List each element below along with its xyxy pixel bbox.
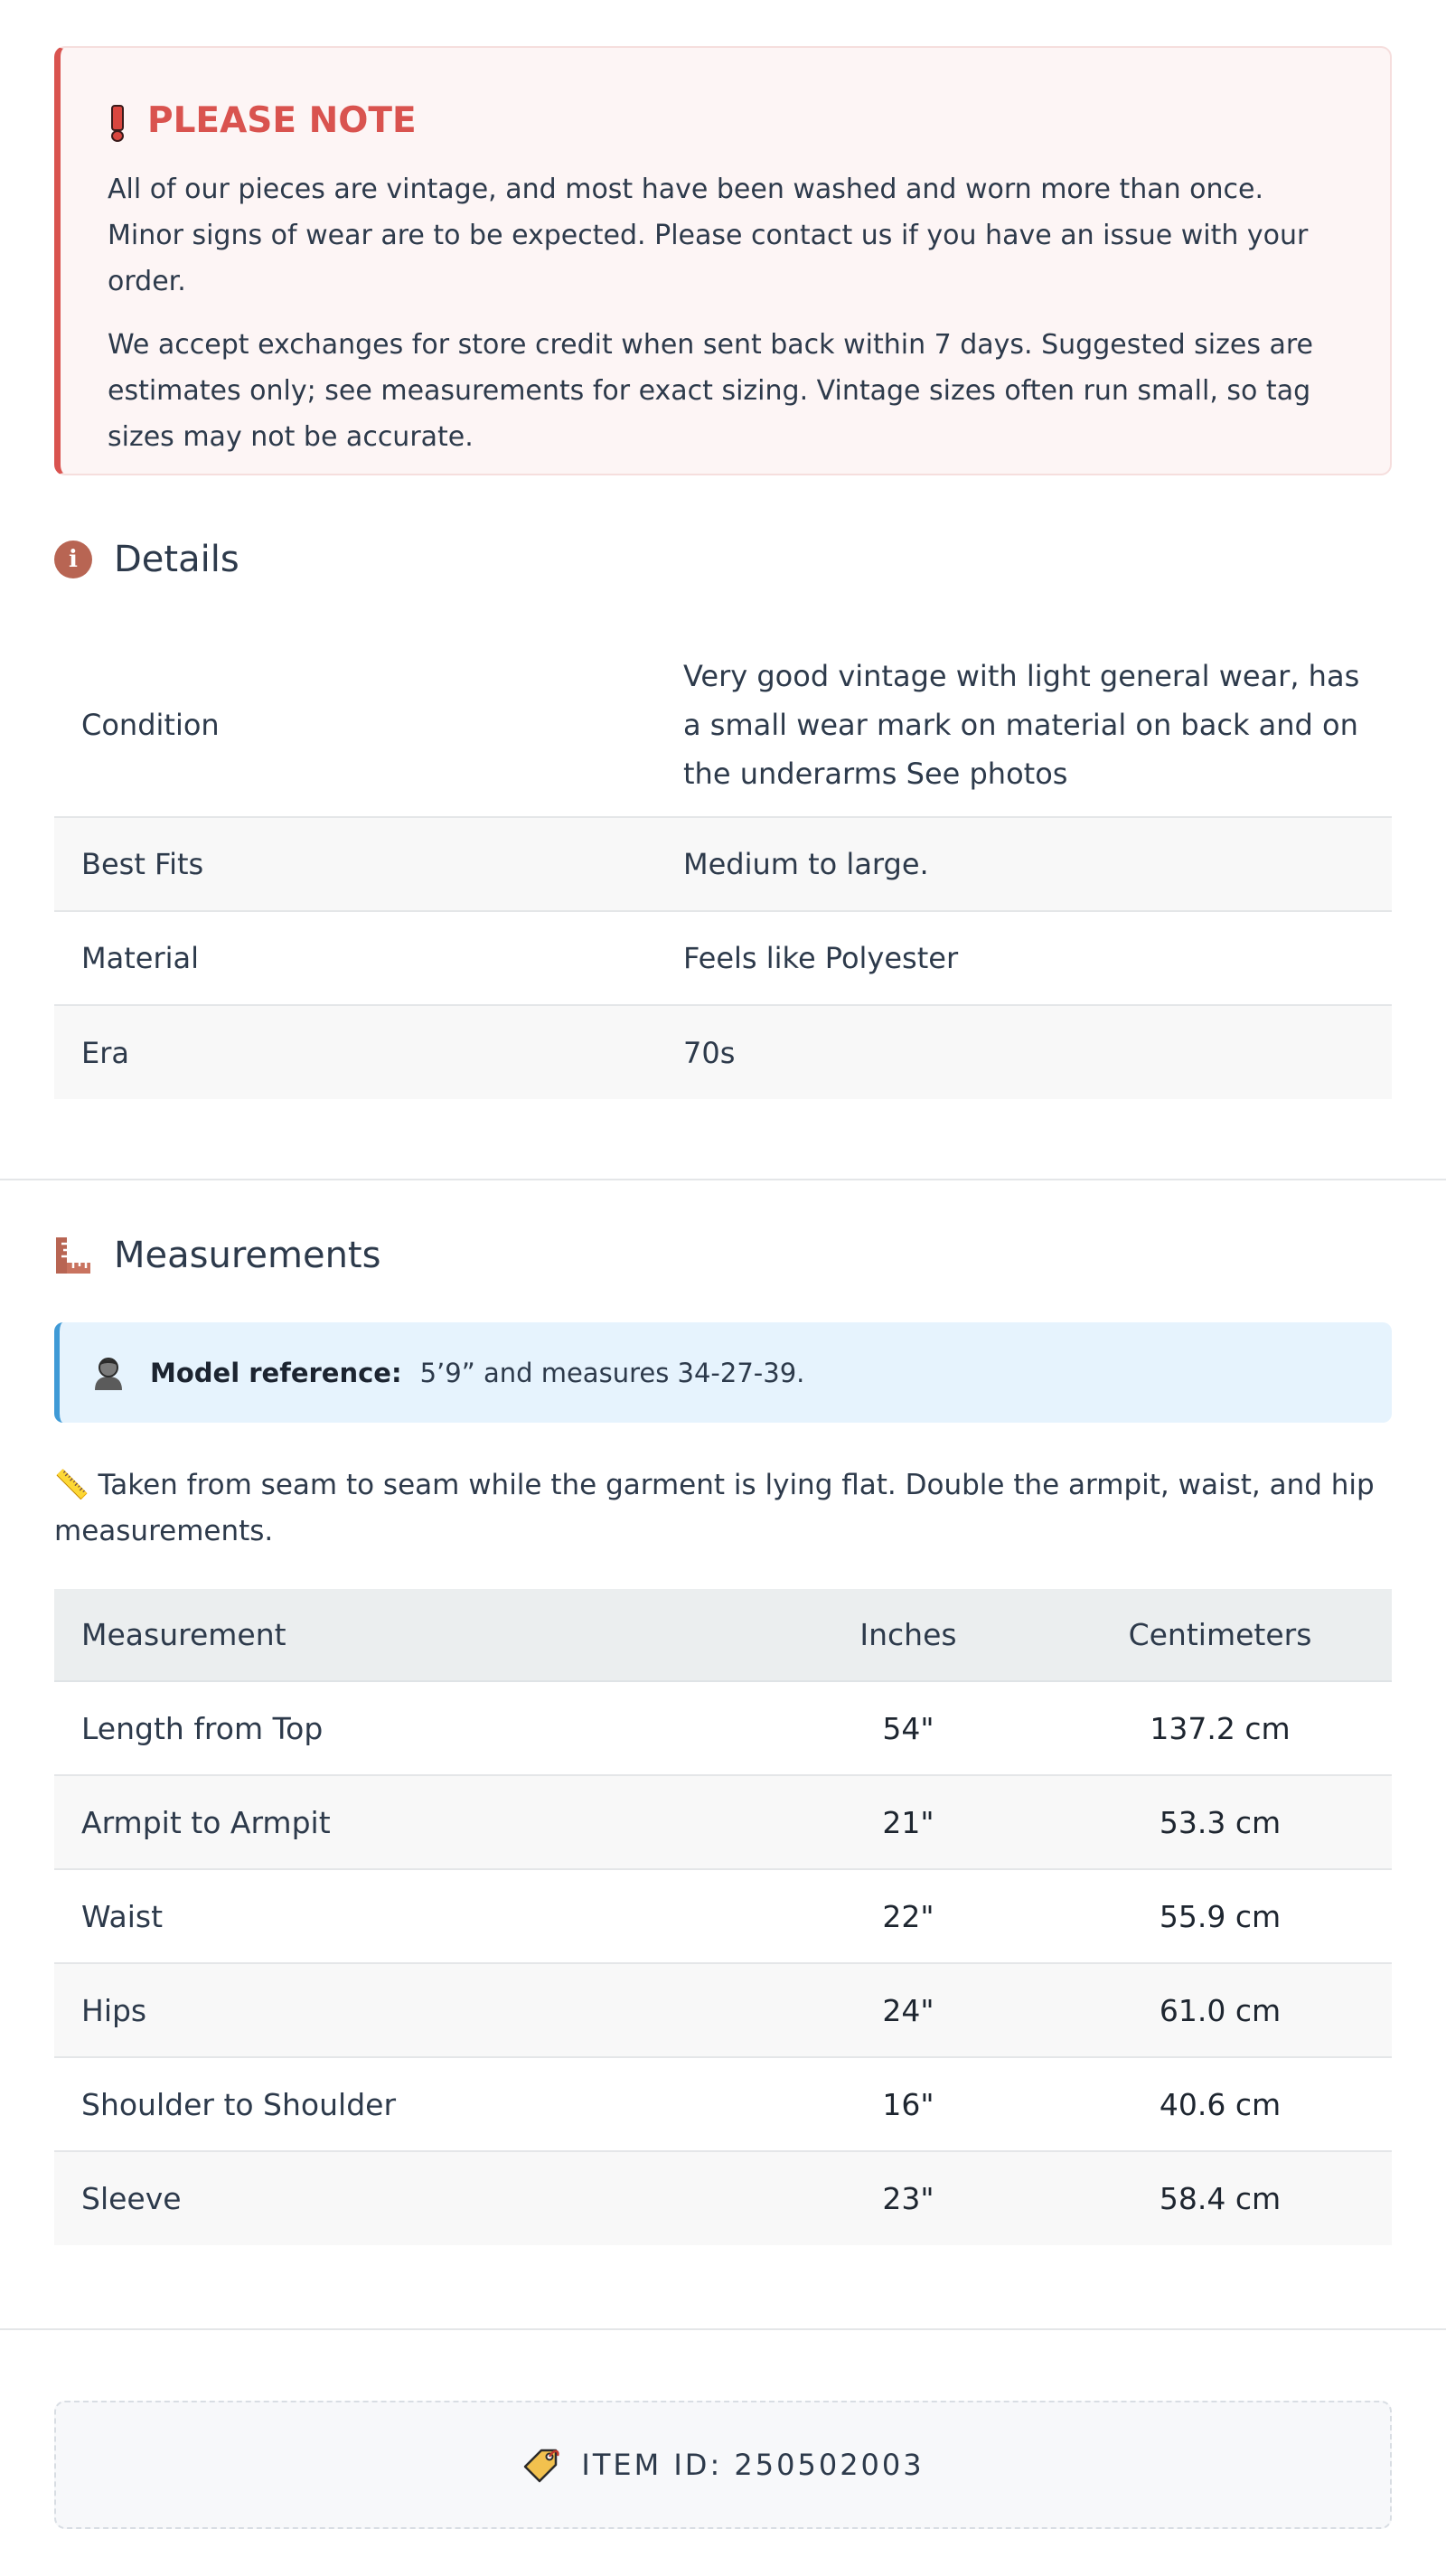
column-header-inches: Inches <box>768 1589 1048 1681</box>
details-heading-text: Details <box>114 539 239 580</box>
measurement-cm: 137.2 cm <box>1048 1681 1392 1775</box>
column-header-measurement: Measurement <box>54 1589 768 1681</box>
details-row <box>54 817 1392 911</box>
details-row <box>54 1005 1392 1099</box>
measurement-cm: 61.0 cm <box>1048 1963 1392 2057</box>
details-value: Feels like Polyester <box>656 911 1392 1005</box>
notice-title-text: PLEASE NOTE <box>147 100 417 141</box>
measurement-inches: 22" <box>768 1869 1048 1963</box>
measurement-name: Waist <box>54 1869 768 1963</box>
details-row <box>54 633 1392 817</box>
details-row <box>54 911 1392 1005</box>
measurement-inches: 24" <box>768 1963 1048 2057</box>
details-value: Medium to large. <box>656 817 1392 911</box>
section-divider <box>0 1179 1446 1180</box>
table-row <box>54 2057 1392 2151</box>
details-value: 70s <box>656 1005 1392 1099</box>
details-table <box>54 633 1392 1099</box>
measurement-name: Shoulder to Shoulder <box>54 2057 768 2151</box>
measurement-name: Length from Top <box>54 1681 768 1775</box>
table-row <box>54 1963 1392 2057</box>
model-reference-box <box>54 1322 1392 1423</box>
column-header-centimeters: Centimeters <box>1048 1589 1392 1681</box>
section-divider <box>0 2328 1446 2330</box>
table-row <box>54 1775 1392 1869</box>
measurements-table <box>54 1589 1392 2245</box>
details-heading <box>54 539 239 580</box>
notice-paragraph-1: All of our pieces are vintage, and most have been washed and worn more than once. Minor signs of wear are to be expected. Please contact us if you have an issue with your order. <box>108 174 1309 297</box>
details-value: Very good vintage with light general wear, has a small wear mark on material on back and on the underarms See photos <box>656 633 1392 817</box>
tag-icon <box>521 2445 561 2485</box>
measurement-name: Sleeve <box>54 2151 768 2245</box>
details-label: Material <box>54 911 656 1005</box>
measurement-cm: 53.3 cm <box>1048 1775 1392 1869</box>
measurement-cm: 40.6 cm <box>1048 2057 1392 2151</box>
model-reference-value: 5’9” and measures 34-27-39. <box>419 1357 805 1388</box>
measurement-name: Armpit to Armpit <box>54 1775 768 1869</box>
table-row <box>54 2151 1392 2245</box>
measurement-cm: 58.4 cm <box>1048 2151 1392 2245</box>
item-id-box <box>54 2401 1392 2529</box>
measurement-inches: 21" <box>768 1775 1048 1869</box>
notice-paragraph-2: We accept exchanges for store credit when sent back within 7 days. Suggested sizes are estimates only; see measurements for exact sizing. Vintage sizes often run small, so tag sizes may not be accurate. <box>108 329 1314 453</box>
measurement-inches: 16" <box>768 2057 1048 2151</box>
measurements-heading <box>54 1235 380 1276</box>
table-header-row <box>54 1589 1392 1681</box>
model-reference-label: Model reference: <box>150 1357 402 1388</box>
details-label: Era <box>54 1005 656 1099</box>
exclamation-icon <box>108 103 124 139</box>
person-icon <box>92 1355 125 1391</box>
measurement-name: Hips <box>54 1963 768 2057</box>
details-label: Best Fits <box>54 817 656 911</box>
table-row <box>54 1681 1392 1775</box>
measurement-inches: 23" <box>768 2151 1048 2245</box>
measurement-tip: 📏 Taken from seam to seam while the garment is lying flat. Double the armpit, waist, and hip measurements. <box>54 1469 1375 1547</box>
notice-box <box>54 46 1392 475</box>
measurements-heading-text: Measurements <box>114 1235 381 1276</box>
table-row <box>54 1869 1392 1963</box>
measurement-inches: 54" <box>768 1681 1048 1775</box>
info-icon: i <box>54 541 92 578</box>
measurement-cm: 55.9 cm <box>1048 1869 1392 1963</box>
ruler-icon <box>54 1236 92 1275</box>
item-id-text: ITEM ID: 250502003 <box>581 2448 925 2482</box>
notice-title <box>108 100 1343 141</box>
details-label: Condition <box>54 633 656 817</box>
